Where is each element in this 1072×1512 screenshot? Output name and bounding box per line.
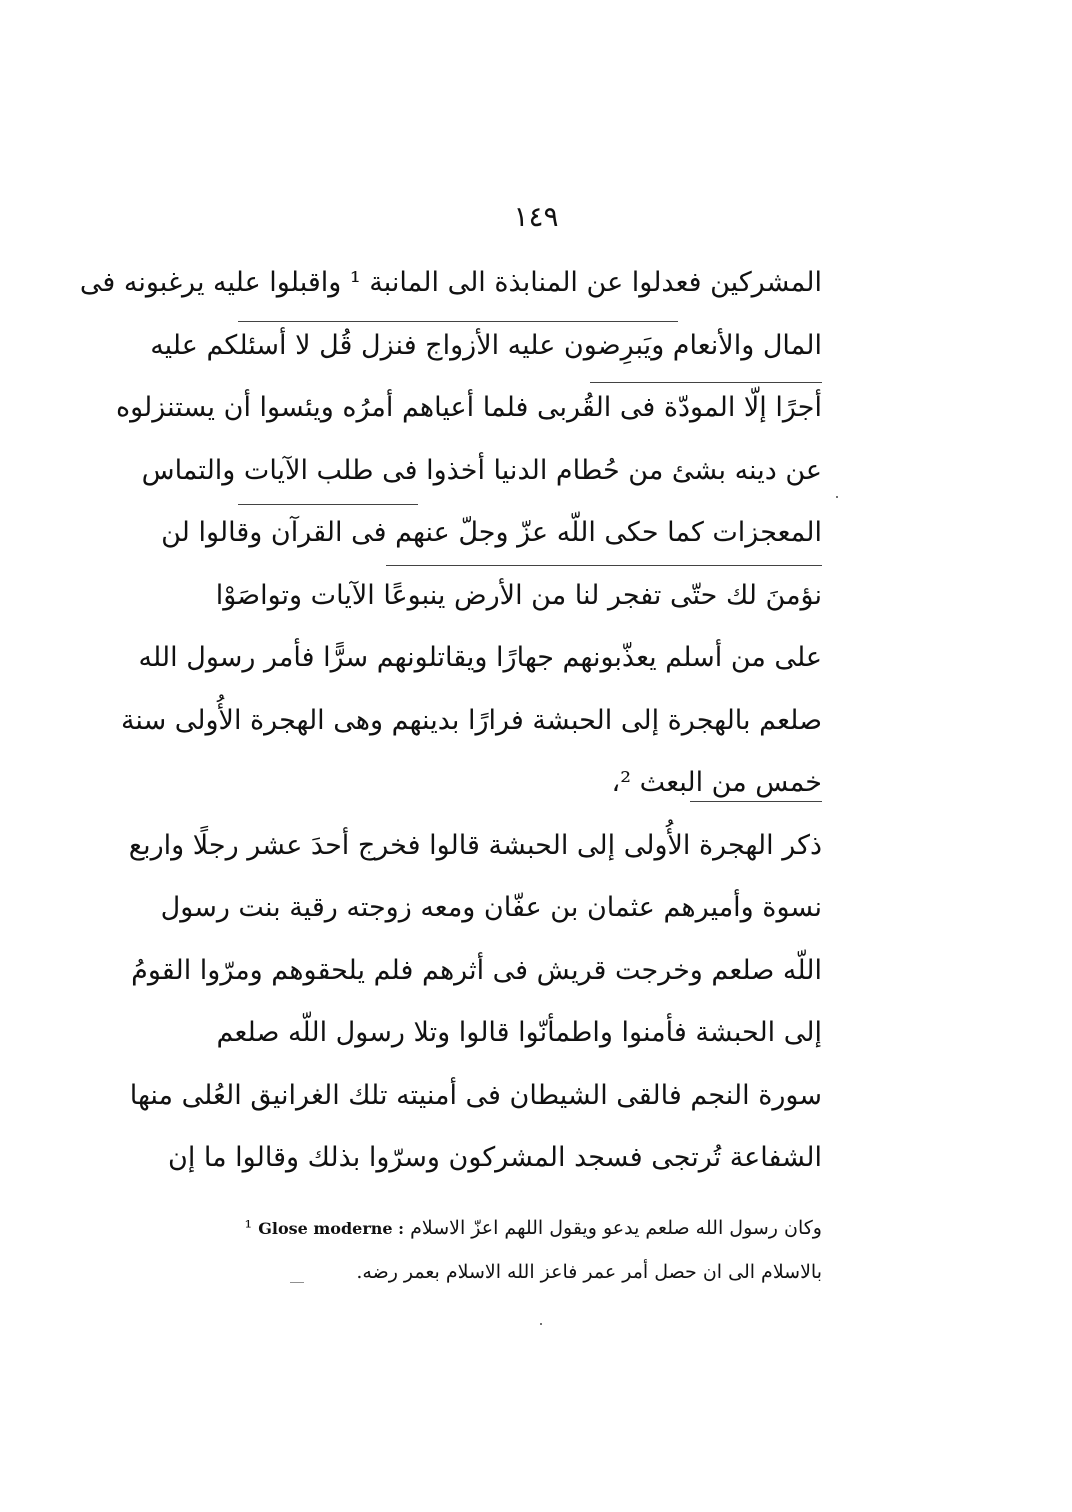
text-line: نؤمنَ لك حتّى تفجر لنا من الأرض ينبوعًا الآيات وتواصَوْا bbox=[215, 579, 822, 611]
scan-speck bbox=[540, 1323, 542, 1325]
text-line: سورة النجم فالقى الشيطان فى أمنيته تلك الغرانيق العُلى منها bbox=[129, 1079, 822, 1111]
text-line: صلعم بالهجرة إلى الحبشة فرارًا بدينهم وهى الهجرة الأُولى سنة bbox=[120, 704, 822, 736]
footnote-label: Glose moderne : bbox=[258, 1219, 405, 1238]
text-line: على من أسلم يعذّبونهم جهارًا ويقاتلونهم سرًّا فأمر رسول الله bbox=[138, 642, 822, 673]
text-line: المعجزات كما حكى اللّه عزّ وجلّ عنهم فى القرآن وقالوا لن bbox=[161, 517, 822, 548]
footnote-line: بالاسلام الى ان حصل أمر عمر فاعز الله الاسلام بعمر رضه. bbox=[356, 1261, 822, 1283]
underline-mark bbox=[238, 321, 678, 322]
text-line: المشركين فعدلوا عن المنابذة الى المانبة ¹ واقبلوا عليه يرغبونه فى bbox=[79, 267, 822, 298]
text-line: الشفاعة تُرتجى فسجد المشركون وسرّوا بذلك وقالوا ما إن bbox=[168, 1142, 822, 1173]
underline-mark bbox=[690, 801, 822, 802]
scan-speck bbox=[836, 496, 838, 498]
text-line: المال والأنعام ويَبرِضون عليه الأزواج فنزل قُل لا أسئلكم عليه bbox=[150, 329, 822, 361]
text-line: اللّه صلعم وخرجت قريش فى أثرهم فلم يلحقوهم ومرّوا القومُ bbox=[131, 954, 822, 986]
footnotes bbox=[228, 1206, 822, 1294]
text-line: خمس من البعث ²، bbox=[611, 767, 822, 798]
text-line: ذكر الهجرة الأُولى إلى الحبشة قالوا فخرج أحدَ عشر رجلًا واربع bbox=[128, 829, 822, 861]
footnote-line bbox=[228, 1206, 822, 1250]
footnote-mark: ¹ bbox=[244, 1217, 253, 1239]
text-line: عن دينه بشئ من حُطام الدنيا أخذوا فى طلب الآيات والتماس bbox=[141, 454, 822, 486]
underline-mark bbox=[386, 565, 822, 566]
text-line: نسوة وأميرهم عثمان بن عفّان ومعه زوجته رقية بنت رسول bbox=[160, 892, 822, 923]
text-line: إلى الحبشة فأمنوا واطمأنّوا قالوا وتلا رسول اللّه صلعم bbox=[216, 1017, 822, 1048]
main-text-block bbox=[79, 252, 822, 1190]
scan-dash bbox=[290, 1282, 304, 1283]
page-number: ١٤٩ bbox=[513, 200, 559, 233]
underline-mark bbox=[590, 382, 822, 383]
text-line: أجرًا إلّا المودّة فى القُربى فلما أعياهم أمرُه ويئسوا أن يستنزلوه bbox=[115, 392, 822, 423]
footnote-text: وكان رسول الله صلعم يدعو ويقول اللهم اعزّ الاسلام bbox=[410, 1217, 822, 1239]
underline-mark bbox=[238, 504, 418, 505]
